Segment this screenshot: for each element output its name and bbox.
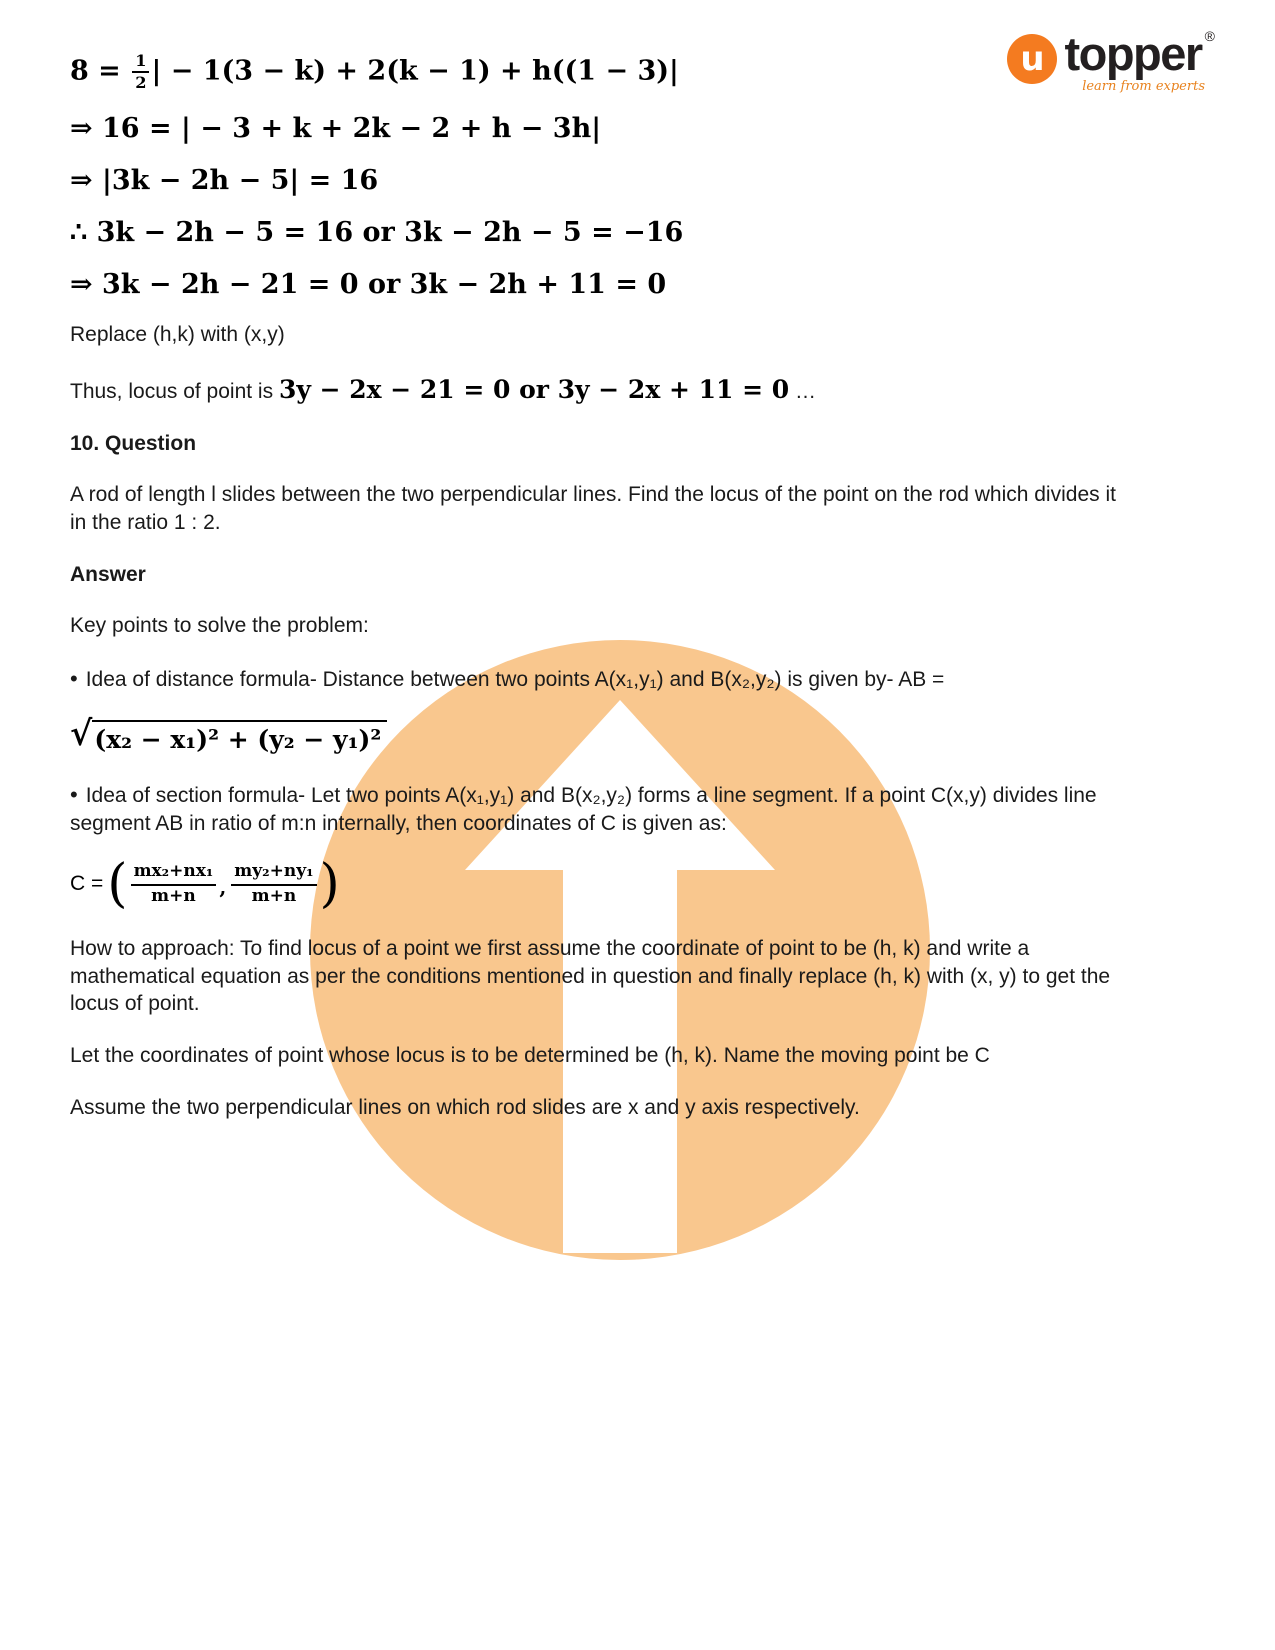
distance-formula-expression	[70, 713, 387, 754]
replace-note: Replace (h,k) with (x,y)	[70, 322, 285, 346]
radicand-expression: (x₂ − x₁)² + (y₂ − y₁)²	[92, 720, 387, 754]
bullet-icon: •	[70, 781, 78, 807]
bullet-distance-formula	[70, 664, 1130, 694]
assume-axes-paragraph: Assume the two perpendicular lines on which rod slides are x and y axis respectively.	[70, 1095, 860, 1119]
bullet-icon: •	[70, 666, 78, 692]
logo-letter: u	[1020, 39, 1045, 79]
brand-tagline: learn from experts	[1082, 79, 1205, 94]
section-formula-expression	[70, 853, 1205, 914]
equation-line-2: ⇒ 16 = | − 3 + k + 2k − 2 + h − 3h|	[70, 112, 602, 144]
let-coordinates-paragraph: Let the coordinates of point whose locus is to be determined be (h, k). Name the moving point be C	[70, 1043, 990, 1067]
brand-text	[1064, 27, 1215, 94]
close-paren: )	[319, 853, 340, 914]
question-10-heading: 10. Question	[70, 431, 197, 455]
brand-name: topper	[1064, 27, 1202, 80]
how-to-approach-paragraph: How to approach: To find locus of a point we first assume the coordinate of point to be (h, k) and write a mathematical equation as per the conditions mentioned in question and finally replace (h, k) with (x, y) to get the locus of point.	[70, 936, 1111, 1016]
bullet1-text: Idea of distance formula- Distance between two points A(x₁,y₁) and B(x₂,y₂) is given by- AB =	[85, 668, 945, 692]
equation-line-4: ∴ 3k − 2h − 5 = 16 or 3k − 2h − 5 = −16	[70, 216, 684, 248]
registered-mark: ®	[1204, 28, 1215, 44]
bullet-section-formula	[70, 780, 1130, 837]
c-equals: C =	[70, 872, 104, 896]
bullet2-text: Idea of section formula- Let two points A(x₁,y₁) and B(x₂,y₂) forms a line segment. If a point C(x,y) divides line segment AB in ratio of m:n internally, then coordinates of C is given as:	[70, 783, 1097, 835]
radical-sign: √	[70, 713, 93, 754]
locus-text: Thus, locus of point is	[70, 379, 279, 403]
eq1-prefix: 8 =	[70, 55, 131, 87]
open-paren: (	[107, 853, 128, 914]
locus-ellipsis: …	[789, 379, 816, 403]
locus-equation: 3y − 2x − 21 = 0 or 3y − 2x + 11 = 0	[278, 374, 790, 404]
question-10-text: A rod of length l slides between the two perpendicular lines. Find the locus of the point on the rod which divides it in the ratio 1 : 2.	[70, 483, 1116, 534]
fraction-x-coordinate: $\frac{\text{mx₂+nx₁}}{m+n}$	[131, 861, 217, 907]
answer-heading: Answer	[70, 562, 146, 586]
brand-logo	[1007, 27, 1215, 94]
locus-conclusion	[70, 373, 1130, 406]
utopper-logo-icon	[1007, 34, 1057, 84]
fraction-y-coordinate: $\frac{\text{my₂+ny₁}}{m+n}$	[231, 861, 316, 907]
key-points-line: Key points to solve the problem:	[70, 614, 369, 638]
comma-separator: ,	[219, 874, 227, 899]
equation-line-5: ⇒ 3k − 2h − 21 = 0 or 3k − 2h + 11 = 0	[70, 268, 667, 300]
fraction-one-half: $\frac{1}{2}$	[132, 52, 149, 92]
equation-line-3: ⇒ |3k − 2h − 5| = 16	[70, 164, 379, 196]
eq1-rest: | − 1(3 − k) + 2(k − 1) + h((1 − 3)|	[151, 55, 679, 87]
